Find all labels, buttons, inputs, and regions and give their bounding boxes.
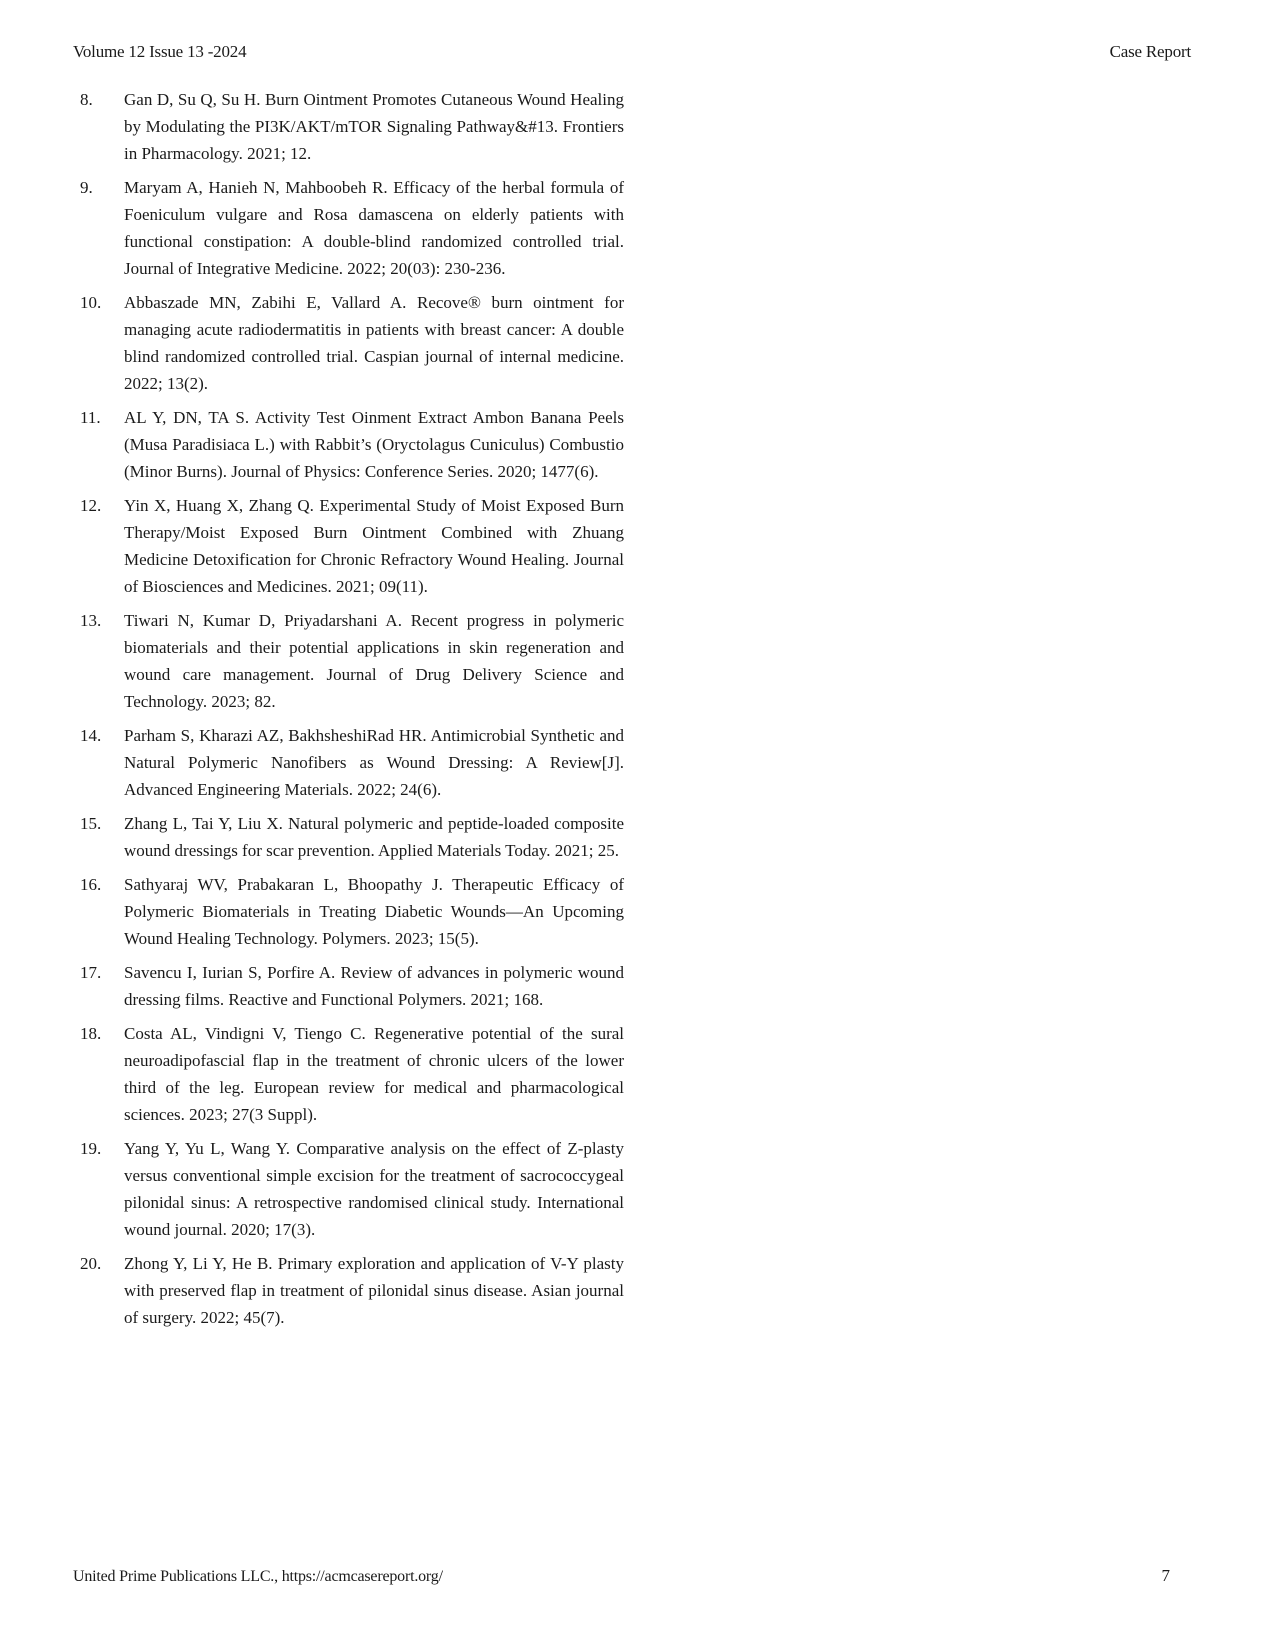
reference-text: Zhong Y, Li Y, He B. Primary exploration and application of V-Y plasty with preserved flap in treatment of pilonidal sinus disease. Asian journal of surgery. 2022; 45(7). bbox=[124, 1254, 624, 1327]
reference-text: Costa AL, Vindigni V, Tiengo C. Regenerative potential of the sural neuroadipofascial flap in the treatment of chronic ulcers of the lower third of the leg. European review for medical and pharmacological sciences. 2023; 27(3 Suppl). bbox=[124, 1024, 624, 1124]
journal-volume: Volume 12 Issue 13 -2024 bbox=[73, 42, 247, 61]
reference-text: Parham S, Kharazi AZ, BakhsheshiRad HR. Antimicrobial Synthetic and Natural Polymeric Nanofibers as Wound Dressing: A Review[J]. Advanced Engineering Materials. 2022; 24(6). bbox=[124, 726, 624, 799]
reference-number: 13. bbox=[80, 611, 102, 630]
reference-text: Abbaszade MN, Zabihi E, Vallard A. Recove® burn ointment for managing acute radiodermatitis in patients with breast cancer: A double blind randomized controlled trial. Caspian journal of internal medicine. 2022; 13(2). bbox=[124, 293, 624, 393]
reference-text: AL Y, DN, TA S. Activity Test Oinment Extract Ambon Banana Peels (Musa Paradisiaca L.) with Rabbit’s (Oryctolagus Cuniculus) Combustio (Minor Burns). Journal of Physics: Conference Series. 2020; 1477(6). bbox=[124, 408, 624, 481]
reference-item bbox=[80, 722, 624, 803]
reference-item bbox=[80, 1020, 624, 1128]
reference-item bbox=[80, 289, 624, 397]
reference-number: 18. bbox=[80, 1024, 102, 1043]
reference-number: 12. bbox=[80, 496, 102, 515]
reference-number: 20. bbox=[80, 1254, 102, 1273]
reference-number: 16. bbox=[80, 875, 102, 894]
reference-item bbox=[80, 404, 624, 485]
publisher-footer: United Prime Publications LLC., https://acmcasereport.org/ bbox=[73, 1568, 443, 1585]
reference-text: Yin X, Huang X, Zhang Q. Experimental Study of Moist Exposed Burn Therapy/Moist Exposed Burn Ointment Combined with Zhuang Medicine Detoxification for Chronic Refractory Wound Healing. Journal of Biosciences and Medicines. 2021; 09(11). bbox=[124, 496, 624, 596]
reference-item bbox=[80, 1250, 624, 1331]
reference-item bbox=[80, 492, 624, 600]
reference-item bbox=[80, 871, 624, 952]
reference-text: Gan D, Su Q, Su H. Burn Ointment Promotes Cutaneous Wound Healing by Modulating the PI3K/AKT/mTOR Signaling Pathway&#13. Frontiers in Pharmacology. 2021; 12. bbox=[124, 90, 624, 163]
reference-item bbox=[80, 174, 624, 282]
reference-number: 8. bbox=[80, 90, 93, 109]
reference-item bbox=[80, 810, 624, 864]
reference-number: 19. bbox=[80, 1139, 102, 1158]
reference-list bbox=[80, 86, 624, 1338]
reference-number: 15. bbox=[80, 814, 102, 833]
reference-text: Zhang L, Tai Y, Liu X. Natural polymeric and peptide-loaded composite wound dressings for scar prevention. Applied Materials Today. 2021; 25. bbox=[124, 814, 624, 860]
reference-text: Sathyaraj WV, Prabakaran L, Bhoopathy J. Therapeutic Efficacy of Polymeric Biomaterials in Treating Diabetic Wounds—An Upcoming Wound Healing Technology. Polymers. 2023; 15(5). bbox=[124, 875, 624, 948]
reference-number: 17. bbox=[80, 963, 102, 982]
reference-item bbox=[80, 959, 624, 1013]
reference-text: Maryam A, Hanieh N, Mahboobeh R. Efficacy of the herbal formula of Foeniculum vulgare and Rosa damascena on elderly patients with functional constipation: A double-blind randomized controlled trial. Journal of Integrative Medicine. 2022; 20(03): 230-236. bbox=[124, 178, 624, 278]
reference-item bbox=[80, 1135, 624, 1243]
reference-item bbox=[80, 86, 624, 167]
reference-text: Savencu I, Iurian S, Porfire A. Review of advances in polymeric wound dressing films. Reactive and Functional Polymers. 2021; 168. bbox=[124, 963, 624, 1009]
reference-text: Yang Y, Yu L, Wang Y. Comparative analysis on the effect of Z-plasty versus conventional simple excision for the treatment of sacrococcygeal pilonidal sinus: A retrospective randomised clinical study. International wound journal. 2020; 17(3). bbox=[124, 1139, 624, 1239]
reference-number: 11. bbox=[80, 408, 101, 427]
page-number: 7 bbox=[1161, 1566, 1170, 1585]
article-type: Case Report bbox=[1109, 42, 1191, 61]
reference-number: 9. bbox=[80, 178, 93, 197]
reference-text: Tiwari N, Kumar D, Priyadarshani A. Recent progress in polymeric biomaterials and their potential applications in skin regeneration and wound care management. Journal of Drug Delivery Science and Technology. 2023; 82. bbox=[124, 611, 624, 711]
reference-number: 10. bbox=[80, 293, 102, 312]
reference-item bbox=[80, 607, 624, 715]
reference-number: 14. bbox=[80, 726, 102, 745]
